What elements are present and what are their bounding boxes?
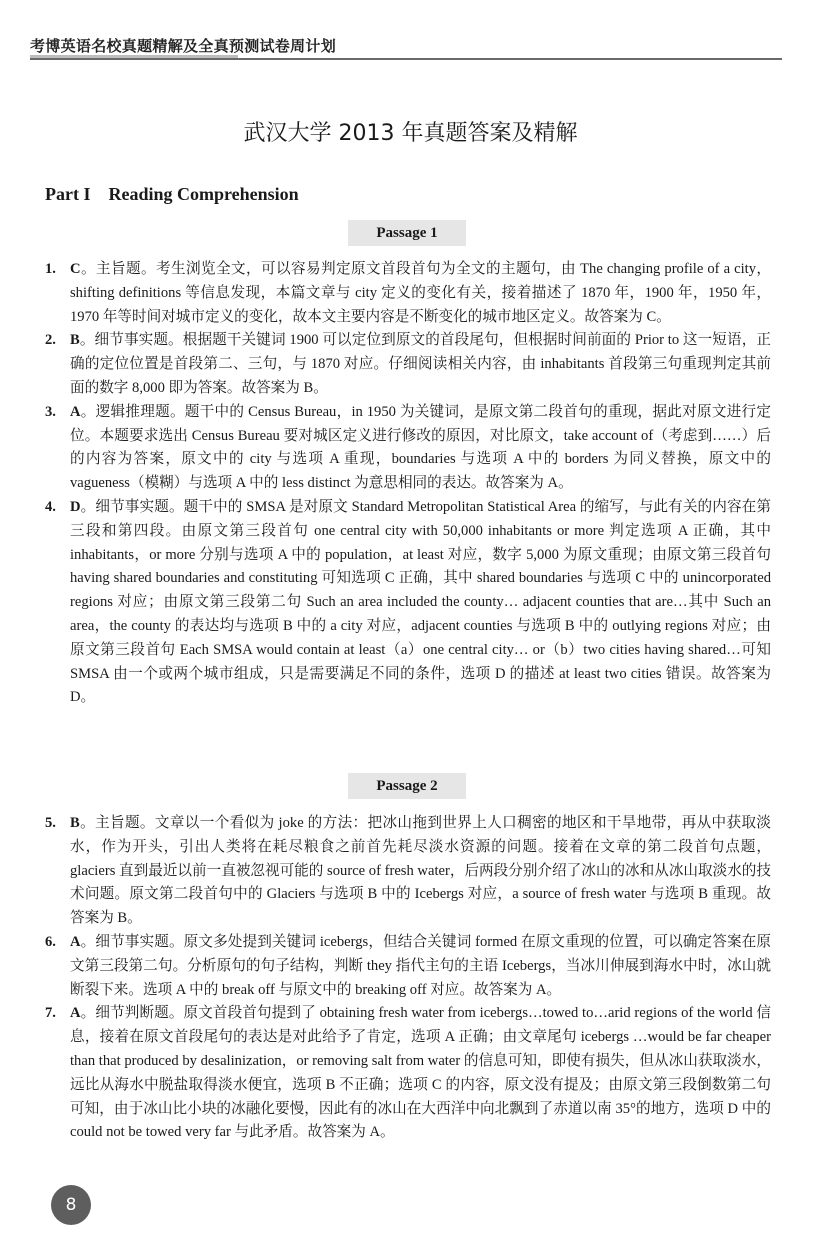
passage-1-answers — [45, 258, 771, 710]
answer-explanation: 。逻辑推理题。题干中的 Census Bureau，in 1950 为关键词，是原文第二段首句的重现，据此对原文进行定位。本题要求选出 Census Bureau 要对城区定义进行修改的原因，对比原文，take account of（考虑到……）后的内容为答案，原文中的 city 与选项 A 重现，boundaries 与选项 A 中的 borders 为同义替换，原文中的 vagueness（模糊）与选项 A 中的 less distinct 为意思相同的表达。故答案为 A。 — [70, 403, 771, 492]
passage-2-answers — [45, 812, 771, 1145]
answer-explanation: 。细节事实题。根据题干关键词 1900 可以定位到原文的首段尾句，但根据时间前面的 Prior to 这一短语，正确的定位位置是首段第二、三句，与 1870 对应。仔细阅读相关内容，由 inhabitants 首段第三句重现判定其前面的数字 8,000 即为答案。故答案为 B。 — [70, 332, 771, 396]
answer-item — [45, 931, 771, 1002]
answer-key: B — [70, 332, 80, 349]
answer-explanation: 。主旨题。文章以一个看似为 joke 的方法：把冰山拖到世界上人口稠密的地区和干旱地带，再从中获取淡水，作为开头，引出人类将在耗尽粮食之前首先耗尽淡水资源的问题。接着在文章的第二段首句点题，glaciers 直到最近以前一直被忽视可能的 source of fresh water，后两段分别介绍了冰山的冰和从冰山取淡水的技术问题。原文第二段首句中的 Glaciers 与选项 B 中的 Icebergs 对应，a source of fresh water 与选项 B 重现。故答案为 B。 — [70, 815, 772, 927]
part-heading — [45, 184, 299, 205]
passage-2-heading: Passage 2 — [348, 773, 466, 799]
part-title: Reading Comprehension — [108, 184, 299, 204]
answer-explanation: 。细节事实题。题干中的 SMSA 是对原文 Standard Metropolitan Statistical Area 的缩写，与此有关的内容在第三段和第四段。由原文第三段首句 one central city with 50,000 inhabitants or more 判定选项 A 正确，其中 inhabitants，or more 分别与选项 A 中的 population，at least 对应，数字 5,000 为原文重现；由原文第三段首句 having shared boundaries and constituting 可知选项 C 正确，其中 shared boundaries 与选项 C 中的 unincorporated regions 对应；由原文第三段第二句 Such an area included the county… adjacent counties that are…其中 Such an area，the county 的表达均与选项 B 中的 a city 对应，adjacent counties 与选项 B 中的 outlying regions 对应；由原文第三段首句 Each SMSA would contain at least（a）one central city… or（b）two cities having shared…可知 SMSA 由一个或两个城市组成，只是需要满足不同的条件，选项 D 的描述 at least two cities 错误。故答案为 D。 — [70, 498, 771, 706]
answer-item — [45, 812, 771, 931]
running-header-title: 考博英语名校真题精解及全真预测试卷周计划 — [30, 37, 337, 55]
answer-explanation: 。细节判断题。原文首段首句提到了 obtaining fresh water from icebergs…towed to…arid regions of the world 信息，接着在原文首段尾句的表达是对此给予了肯定，选项 A 正确；由文章尾句 icebergs …would be far cheaper than that produced by desalinization，or removing salt from water 的信息可知，即使有损失，但从冰山获取淡水，远比从海水中脱盐取得淡水便宜，选项 B 不正确；选项 C 的内容，原文没有提及；由原文第三段倒数第二句可知，由于冰山比小块的冰融化要慢，因此有的冰山在大西洋中向北飘到了赤道以南 35°的地方，选项 D 中的 could not be towed very far 与此矛盾。故答案为 A。 — [70, 1005, 771, 1141]
part-label: Part I — [45, 184, 91, 204]
answer-explanation: 。细节事实题。原文多处提到关键词 icebergs，但结合关键词 formed 在原文重现的位置，可以确定答案在原文第三段第二句。分析原句的句子结构，判断 they 指代主句的主语 Icebergs，当冰川伸展到海水中时，冰山就断裂下来。选项 A 中的 break off 与原文中的 breaking off 对应。故答案为 A。 — [70, 933, 771, 998]
answer-item — [45, 496, 771, 710]
answer-key: A — [70, 403, 81, 420]
answer-item — [45, 401, 771, 496]
answer-key: D — [70, 498, 81, 515]
answer-number: 1. — [45, 261, 56, 277]
answer-key: A — [70, 933, 81, 950]
page-number-badge: 8 — [51, 1185, 91, 1225]
answer-item — [45, 1002, 771, 1145]
answer-key: A — [70, 1005, 81, 1022]
answer-item — [45, 329, 771, 400]
answer-key: B — [70, 815, 80, 831]
answer-number: 6. — [45, 933, 56, 950]
passage-1-heading: Passage 1 — [348, 220, 466, 246]
answer-number: 4. — [45, 498, 56, 515]
answer-number: 3. — [45, 403, 56, 420]
answer-number: 2. — [45, 332, 56, 349]
answer-number: 7. — [45, 1005, 56, 1022]
answer-item — [45, 258, 771, 329]
answer-key: C — [70, 261, 81, 277]
page-title: 武汉大学 2013 年真题答案及精解 — [243, 121, 578, 146]
header-rule — [30, 58, 782, 60]
answer-number: 5. — [45, 815, 56, 831]
answer-explanation: 。主旨题。考生浏览全文，可以容易判定原文首段首句为全文的主题句，由 The changing profile of a city，shifting definitions 等信息发现，本篇文章与 city 定义的变化有关，接着描述了 1870 年，1900 年，1950 年，1970 年等时间对城市定义的变化，故本文主要内容是不断变化的城市地区定义。故答案为 C。 — [70, 261, 771, 325]
